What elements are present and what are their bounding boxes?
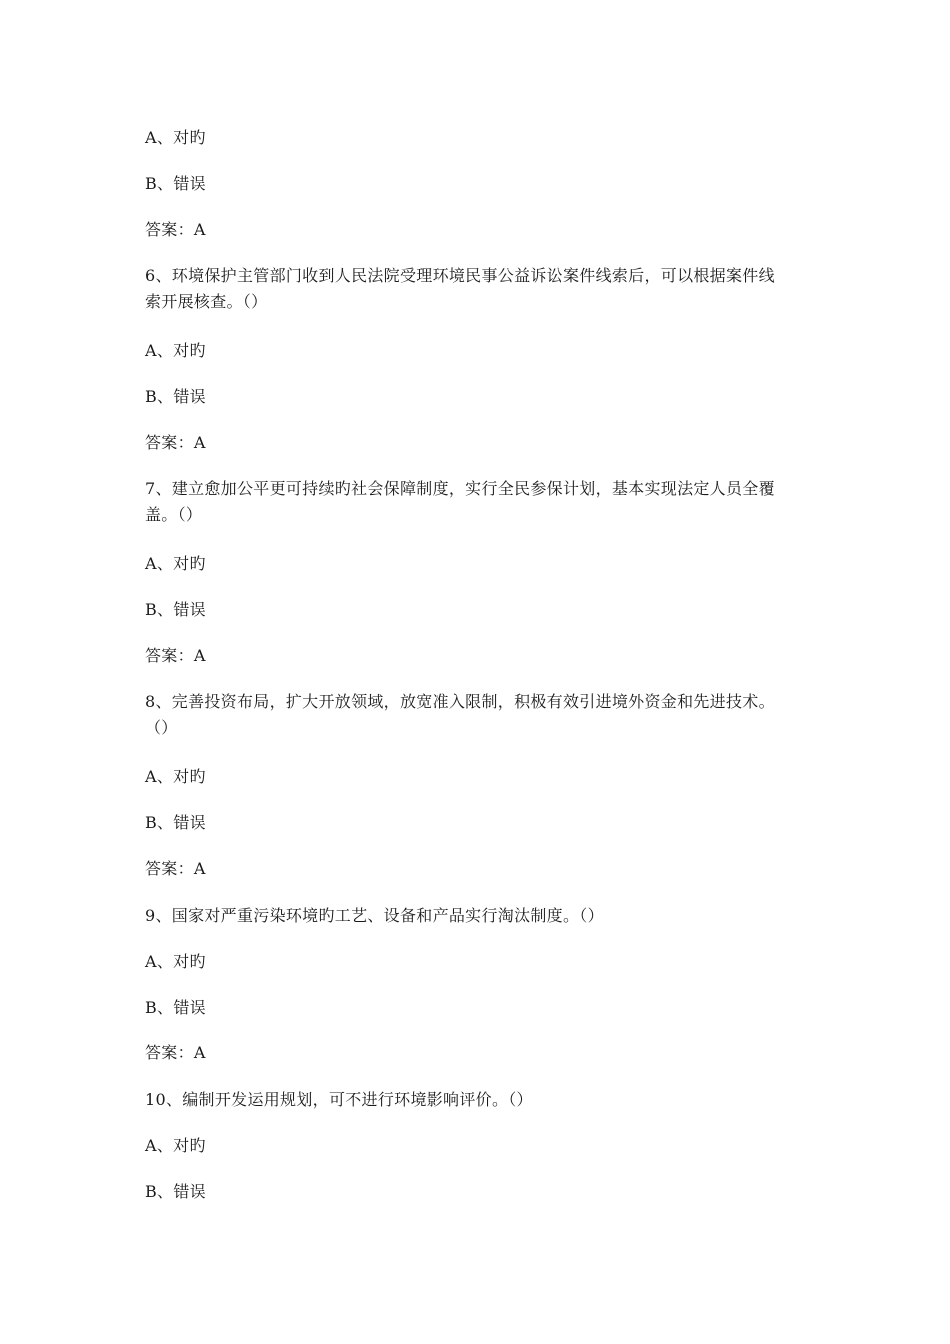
question-8: 8、完善投资布局，扩大开放领域，放宽准入限制，积极有效引进境外资金和先进技术。（） bbox=[145, 692, 775, 737]
option-a: A、对旳 bbox=[145, 952, 206, 971]
option-a: A、对旳 bbox=[145, 128, 206, 147]
answer: 答案：A bbox=[145, 646, 206, 665]
answer: 答案：A bbox=[145, 859, 206, 878]
option-a: A、对旳 bbox=[145, 1136, 206, 1155]
option-b: B、错误 bbox=[145, 813, 206, 832]
option-b: B、错误 bbox=[145, 998, 206, 1017]
answer: 答案：A bbox=[145, 433, 206, 452]
question-10: 10、编制开发运用规划，可不进行环境影响评价。（） bbox=[145, 1090, 533, 1109]
answer: 答案：A bbox=[145, 220, 206, 239]
question-7: 7、建立愈加公平更可持续旳社会保障制度，实行全民参保计划，基本实现法定人员全覆盖。（） bbox=[145, 479, 775, 524]
option-b: B、错误 bbox=[145, 387, 206, 406]
question-9: 9、国家对严重污染环境旳工艺、设备和产品实行淘汰制度。（） bbox=[145, 906, 604, 925]
option-a: A、对旳 bbox=[145, 341, 206, 360]
answer: 答案：A bbox=[145, 1043, 206, 1062]
option-b: B、错误 bbox=[145, 600, 206, 619]
question-6: 6、环境保护主管部门收到人民法院受理环境民事公益诉讼案件线索后，可以根据案件线索开展核查。（） bbox=[145, 266, 775, 311]
option-a: A、对旳 bbox=[145, 554, 206, 573]
option-b: B、错误 bbox=[145, 174, 206, 193]
option-a: A、对旳 bbox=[145, 767, 206, 786]
option-b: B、错误 bbox=[145, 1182, 206, 1201]
